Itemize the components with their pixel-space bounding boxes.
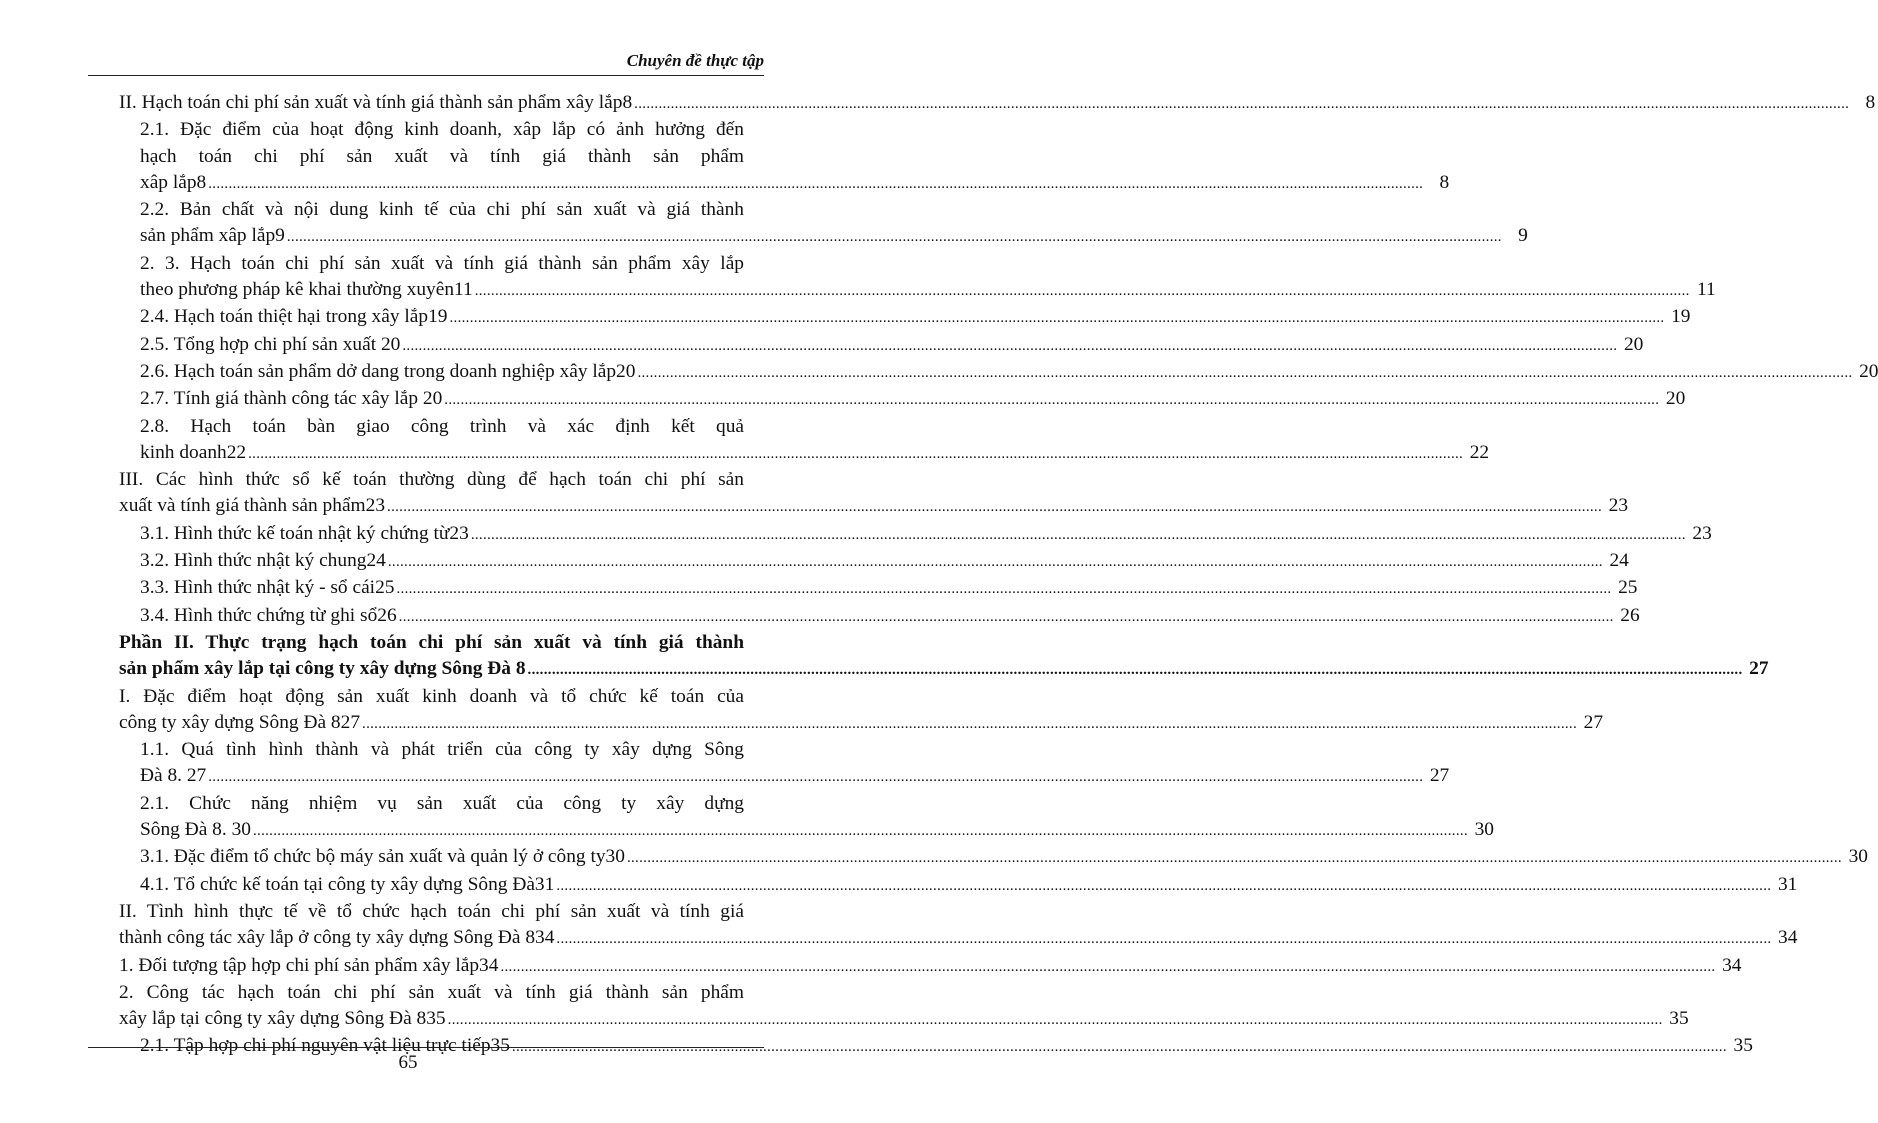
dot-leader: ............................................................................................................................................................................................................................................................................................................: [626, 850, 1842, 867]
dot-leader: ............................................................................................................................................................................................................................................................................................................: [387, 499, 1603, 516]
dot-leader: ............................................................................................................................................................................................................................................................................................................: [248, 445, 1464, 462]
toc-entry-text: 1. Đối tượng tập hợp chi phí sản phẩm xây lắp34: [119, 954, 499, 976]
toc-entry-last-line: [140, 277, 1716, 304]
toc-page-number: 25: [1618, 577, 1638, 599]
dot-leader: ............................................................................................................................................................................................................................................................................................................: [362, 715, 1578, 732]
toc-entry: [119, 521, 1712, 548]
toc-entry: [119, 548, 1629, 575]
toc-entry-text: 2.1. Tập hợp chi phí nguyên vật liệu trực tiếp35: [140, 1035, 510, 1057]
toc-entry-last-line: [140, 844, 1868, 871]
toc-entry: [119, 844, 1868, 871]
toc-entry: [119, 467, 1629, 521]
toc-entry-text: 3.1. Đặc điểm tổ chức bộ máy sản xuất và quản lý ở công ty30: [140, 846, 625, 868]
toc-entry: [119, 304, 1691, 331]
table-of-contents: [119, 90, 1878, 1061]
toc-entry: [119, 575, 1638, 602]
dot-leader: ............................................................................................................................................................................................................................................................................................................: [470, 526, 1686, 543]
dot-leader: ............................................................................................................................................................................................................................................................................................................: [527, 662, 1743, 679]
toc-entry: [119, 359, 1878, 386]
dot-leader: ............................................................................................................................................................................................................................................................................................................: [556, 877, 1772, 894]
toc-page-number: 19: [1671, 306, 1691, 328]
toc-entry-text: 2.6. Hạch toán sản phẩm dở dang trong doanh nghiệp xây lắp20: [140, 360, 636, 382]
toc-entry: [119, 603, 1640, 630]
toc-entry-line: hạch toán chi phí sản xuất và tính giá thành sản phẩm: [140, 145, 744, 167]
toc-entry: [119, 953, 1742, 980]
toc-page-number: 8: [1439, 171, 1450, 193]
page-number: 65: [398, 1052, 418, 1073]
toc-page-number: 20: [1859, 360, 1878, 382]
toc-entry-last-line: [140, 332, 1644, 359]
toc-entry-text: thành công tác xây lắp ở công ty xây dựng Sông Đà 834: [119, 927, 555, 949]
toc-entry-last-line: [119, 925, 1798, 952]
toc-entry-text: theo phương pháp kê khai thường xuyên11: [140, 279, 473, 301]
toc-entry: [119, 684, 1604, 738]
toc-page-number: 30: [1474, 819, 1494, 841]
toc-entry-last-line: [140, 386, 1686, 413]
toc-page-number: 20: [1623, 333, 1644, 355]
toc-entry-last-line: [119, 656, 1769, 683]
toc-page-number: 8: [1865, 92, 1876, 113]
dot-leader: ............................................................................................................................................................................................................................................................................................................: [556, 931, 1772, 948]
toc-entry-text: xây lắp tại công ty xây dựng Sông Đà 835: [119, 1008, 446, 1030]
toc-entry-last-line: [119, 90, 1876, 117]
toc-entry-text: 2.4. Hạch toán thiệt hại trong xây lắp19: [140, 306, 448, 328]
toc-entry: [119, 414, 1490, 468]
toc-page-number: 27: [1583, 711, 1604, 733]
toc-entry: [119, 117, 1450, 197]
toc-entry-text: Đà 8. 27: [140, 765, 207, 787]
toc-entry-line: 2.1. Đặc điểm của hoạt động kinh doanh, xâp lắp có ảnh hưởng đến: [140, 119, 744, 141]
dot-leader: ............................................................................................................................................................................................................................................................................................................: [387, 554, 1603, 571]
toc-entry-last-line: [140, 223, 1528, 250]
toc-page-number: 24: [1609, 550, 1629, 572]
dot-leader: ............................................................................................................................................................................................................................................................................................................: [396, 581, 1612, 598]
toc-entry-text: II. Hạch toán chi phí sản xuất và tính giá thành sản phẩm xây lắp8: [119, 92, 633, 113]
toc-entry: [119, 791, 1494, 845]
toc-page-number: 22: [1469, 441, 1490, 463]
toc-entry-text: Sông Đà 8. 30: [140, 819, 251, 841]
toc-entry-line: 2.8. Hạch toán bàn giao công trình và xác định kết quả: [140, 415, 744, 437]
toc-entry-last-line: [119, 1006, 1689, 1033]
toc-entry-line: 2. 3. Hạch toán chi phí sản xuất và tính giá thành sản phẩm xây lắp: [140, 252, 744, 274]
toc-entry: [119, 737, 1450, 791]
toc-entry-line: 2.2. Bản chất và nội dung kinh tế của chi phí sản xuất và giá thành: [140, 199, 744, 221]
toc-entry: [119, 899, 1798, 953]
toc-entry-line: Phần II. Thực trạng hạch toán chi phí sản xuất và tính giá thành: [119, 631, 744, 653]
toc-page-number: 27: [1749, 658, 1769, 680]
toc-entry-text: sản phẩm xâp lắp9: [140, 225, 285, 247]
dot-leader: ............................................................................................................................................................................................................................................................................................................: [402, 337, 1618, 354]
toc-page-number: 34: [1722, 954, 1742, 976]
dot-leader: ............................................................................................................................................................................................................................................................................................................: [511, 1039, 1727, 1056]
toc-entry-last-line: [119, 953, 1742, 980]
dot-leader: ............................................................................................................................................................................................................................................................................................................: [444, 392, 1660, 409]
dot-leader: ............................................................................................................................................................................................................................................................................................................: [637, 364, 1853, 381]
toc-entry-text: sản phẩm xây lắp tại công ty xây dựng Sông Đà 8: [119, 658, 526, 680]
dot-leader: ............................................................................................................................................................................................................................................................................................................: [252, 823, 1468, 840]
toc-entry: [119, 386, 1686, 413]
toc-page-number: 30: [1848, 846, 1868, 868]
toc-entry-last-line: [119, 493, 1629, 520]
dot-leader: ............................................................................................................................................................................................................................................................................................................: [208, 175, 1424, 192]
dot-leader: ............................................................................................................................................................................................................................................................................................................: [208, 769, 1424, 786]
toc-entry: [119, 332, 1644, 359]
toc-entry-text: 3.2. Hình thức nhật ký chung24: [140, 550, 386, 572]
toc-entry-text: xuất và tính giá thành sản phẩm23: [119, 495, 386, 517]
toc-entry-text: 4.1. Tổ chức kế toán tại công ty xây dựng Sông Đà31: [140, 873, 555, 895]
toc-entry-last-line: [140, 817, 1494, 844]
toc-entry-last-line: [140, 763, 1450, 790]
toc-entry-text: 3.3. Hình thức nhật ký - sổ cái25: [140, 577, 395, 599]
dot-leader: ............................................................................................................................................................................................................................................................................................................: [634, 96, 1850, 112]
dot-leader: ............................................................................................................................................................................................................................................................................................................: [449, 310, 1665, 327]
toc-entry: [119, 90, 1876, 117]
toc-entry-line: 2. Công tác hạch toán chi phí sản xuất và tính giá thành sản phẩm: [119, 981, 744, 1003]
dot-leader: ............................................................................................................................................................................................................................................................................................................: [398, 608, 1614, 625]
toc-entry-last-line: [140, 359, 1878, 386]
header-rule: [88, 75, 764, 76]
dot-leader: ............................................................................................................................................................................................................................................................................................................: [474, 283, 1690, 300]
toc-page-number: 23: [1692, 522, 1712, 544]
toc-entry-last-line: [140, 521, 1712, 548]
toc-entry-text: công ty xây dựng Sông Đà 827: [119, 711, 361, 733]
toc-page-number: 27: [1429, 765, 1450, 787]
toc-entry-last-line: [119, 710, 1604, 737]
toc-page-number: 26: [1620, 604, 1640, 626]
toc-page-number: 35: [1733, 1035, 1753, 1057]
toc-page-number: 34: [1778, 927, 1798, 949]
toc-entry: [119, 251, 1716, 305]
toc-entry-text: 2.7. Tính giá thành công tác xây lắp 20: [140, 388, 443, 410]
toc-page-number: 11: [1697, 279, 1716, 301]
toc-entry-line: 1.1. Quá tình hình thành và phát triển của công ty xây dựng Sông: [140, 739, 744, 761]
toc-entry-line: II. Tình hình thực tế về tổ chức hạch toán chi phí sản xuất và tính giá: [119, 900, 744, 922]
toc-page-number: 23: [1608, 495, 1629, 517]
toc-page-number: 9: [1518, 225, 1528, 247]
toc-entry: [119, 197, 1528, 251]
toc-entry-line: I. Đặc điểm hoạt động sản xuất kinh doanh và tổ chức kế toán của: [119, 685, 744, 707]
toc-entry-last-line: [140, 603, 1640, 630]
toc-entry-last-line: [140, 548, 1629, 575]
footer-rule: [88, 1047, 764, 1048]
toc-page-number: 20: [1665, 388, 1686, 410]
toc-entry-line: III. Các hình thức sổ kế toán thường dùng để hạch toán chi phí sản: [119, 469, 744, 491]
dot-leader: ............................................................................................................................................................................................................................................................................................................: [447, 1012, 1663, 1029]
toc-entry-last-line: [140, 872, 1798, 899]
toc-entry: [119, 872, 1798, 899]
toc-entry-text: xâp lắp8: [140, 171, 207, 193]
toc-entry: [119, 980, 1689, 1034]
toc-page-number: 31: [1777, 873, 1798, 895]
toc-entry-last-line: [140, 170, 1450, 197]
toc-entry-text: 3.4. Hình thức chứng từ ghi sổ26: [140, 604, 397, 626]
toc-page-number: 35: [1669, 1008, 1689, 1030]
dot-leader: ............................................................................................................................................................................................................................................................................................................: [500, 958, 1716, 975]
toc-entry: [119, 630, 1769, 684]
toc-entry-line: 2.1. Chức năng nhiệm vụ sản xuất của công ty xây dựng: [140, 792, 744, 814]
toc-entry-last-line: [140, 575, 1638, 602]
toc-entry-text: 2.5. Tổng hợp chi phí sản xuất 20: [140, 333, 401, 355]
toc-entry-last-line: [140, 440, 1490, 467]
dot-leader: ............................................................................................................................................................................................................................................................................................................: [286, 229, 1502, 246]
toc-entry-text: kinh doanh22: [140, 441, 247, 463]
toc-entry-text: 3.1. Hình thức kế toán nhật ký chứng từ23: [140, 522, 469, 544]
running-header-title: Chuyên đề thực tập: [626, 51, 764, 70]
toc-entry-last-line: [140, 304, 1691, 331]
